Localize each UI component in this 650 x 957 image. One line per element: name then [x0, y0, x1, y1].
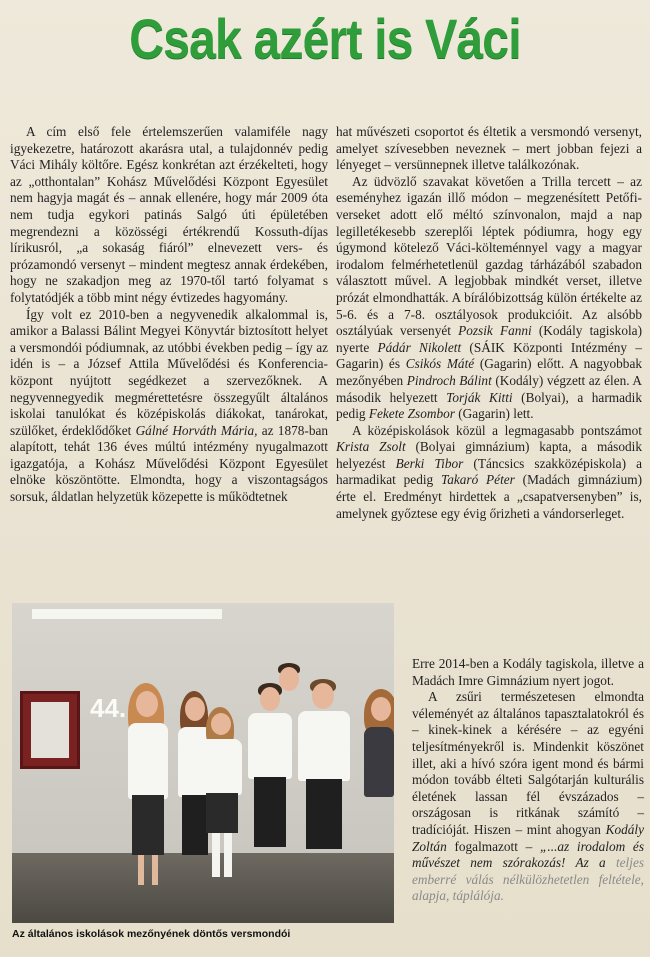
paragraph: Erre 2014-ben a Kodály tagiskola, illetve a Madách Imre Gimnázium nyert jogot.	[412, 656, 644, 688]
person-name: Torják Kitti	[446, 389, 513, 405]
paragraph-text: (Kodály tagiskola) nyerte	[336, 323, 642, 355]
paragraph-text: (Gagarin) lett.	[454, 406, 534, 422]
face	[279, 667, 299, 691]
shirt	[298, 711, 350, 781]
left-column	[10, 124, 328, 506]
paragraph-text: A középiskolások közül a legmagasabb pontszámot	[352, 422, 642, 438]
paragraph-text: (Kodály) végzett az élen. A második helyezett	[336, 372, 642, 405]
shirt	[248, 713, 292, 779]
skirt	[132, 795, 164, 855]
dress	[364, 727, 394, 797]
person-name: Takaró Péter	[441, 472, 515, 488]
face	[371, 697, 391, 721]
skirt	[206, 793, 238, 833]
ceiling-light	[32, 609, 222, 619]
paragraph-text: (SÁIK Központi Intézmény – Gagarin) és	[336, 339, 642, 372]
paragraph	[10, 307, 328, 506]
paragraph-text: Az üdvözlő szavakat követően a Trilla tercett – az eseményhez igazán illő módon – megzenésített Petőfi-verseket adott elő méltó színvonalon, majd a nap legilletékesebb szereplői léptek pódiumra, hogy egy úgymond kötelező Váci-költeménnyel vagy a magyar irodalom felmérhetetlenül gazdag tárházából szabadon választott művel. A legjobbak mindkét verset, illetve prózát elmondhatták. A bírálóbizottság külön értékelte az 5-6. és a 7-8. osztályosok produkcióit. Az alsóbb osztályúak versenyét	[336, 173, 642, 339]
paragraph-text: (Gagarin) előtt. A nagyobbak mezőnyében	[336, 356, 643, 388]
paragraph-text: fogalmazott –	[446, 838, 541, 854]
person-name: Pozsik Fanni	[458, 323, 532, 339]
person-name: Berki Tibor	[395, 455, 464, 471]
paragraph-text: A zsűri természetesen elmondta véleményét az általános tapasztalatokról és – kinek-kinek a kérésére – az egyéni teljesítményekről is. Mindenkit köszönet illet, aki a hívó szóra igent mond és bármi módon tovább élteti Salgótarján kulturális életének lassan fél évszázados – országosan is ritkának számító – tradícióját. Hiszen – mint ahogyan	[412, 689, 644, 837]
face	[211, 713, 231, 735]
article-headline: Csak azért is Váci	[129, 7, 521, 70]
quote-text: „...az irodalom és művészet nem szórakozás! Az a	[412, 838, 644, 871]
paragraph	[412, 689, 644, 905]
leg	[138, 855, 144, 885]
paragraph-text: (Bolyai gimnázium) kapta, a második helyezést	[336, 439, 642, 471]
paragraph: hat művészeti csoportot és éltetik a versmondó versenyt, amelyet szívesebben neveznek – mert jobban fejezi a lényeget – versünnepnek illetve találkozónak.	[336, 124, 642, 173]
article-photo	[12, 603, 394, 923]
paragraph-text: (Madách gimnázium) érte el. Eredményt hirdettek a „csapatversenyben” is, amelynek győztese egy évig őrizheti a vándorserleget.	[336, 472, 643, 521]
quote-text-faded: teljes emberré válás nélkülözhetetlen feltétele, alapja, táplálója.	[412, 855, 645, 904]
person-name: Pádár Nikolett	[377, 339, 462, 355]
person-name: Csikós Máté	[405, 356, 475, 372]
paragraph	[336, 423, 642, 523]
leg	[224, 833, 232, 877]
right-column	[336, 124, 642, 522]
photo-floor	[12, 853, 394, 923]
paragraph-text: (Táncsics szakközépiskola) a harmadikat pedig	[336, 455, 642, 488]
face	[312, 683, 334, 709]
face	[260, 687, 280, 711]
leg	[152, 855, 158, 885]
face	[136, 691, 158, 717]
trousers	[306, 779, 342, 849]
person-name: Pindroch Bálint	[406, 372, 492, 388]
stage-number: 44.	[90, 693, 127, 723]
portrait-frame	[20, 691, 80, 769]
shirt	[128, 723, 168, 799]
paragraph-text: (Bolyai), a harmadik pedig	[336, 389, 642, 422]
face	[185, 697, 205, 721]
photo-caption: Az általános iskolások mezőnyének döntős versmondói	[12, 928, 291, 940]
person-name: Fekete Zsombor	[368, 406, 455, 422]
leg	[212, 833, 220, 877]
paragraph: A cím első fele értelemszerűen valamiféle nagy igyekezetre, határozott akarásra utal, a tulajdonnév pedig Váci Mihály költőre. Egész konkrétan azt érzékelteti, hogy az „otthontalan” Kohász Művelődési Központ Egyesület nem hagyja magát és – annak ellenére, hogy már 2009 óta nem tudja egykori patinás Salgó úti épületében megrendezni a közösségi értékrendű Kossuth-díjas lírikusról, „a sokaság fiáról” elnevezett vers- és prózamondó versenyt – mindent megtesz annak érdekében, hogy ne szakadjon meg az 1970-től tartó folyamat s folytatódjék a több mint négy évtizedes hagyomány.	[10, 124, 328, 305]
right-narrow-column	[412, 656, 644, 905]
trousers	[254, 777, 286, 847]
person-name: Gálné Horváth Mária,	[135, 422, 258, 438]
portrait-image	[31, 702, 69, 758]
shirt	[200, 739, 242, 795]
paragraph-text: Így volt ez 2010-ben a negyvenedik alkalommal is, amikor a Balassi Bálint Megyei Könyvtár biztosított helyet a versmondói pódiumnak, az utóbbi években pedig – így az idén is – a József Attila Művelődési és Konferencia-központ nyújtott segédkezet a szervezőknek. A negyvennegyedik megmérettetésre összegyűlt általános iskolai tanulókat és középiskolás diákokat, tanárokat, szülőket, érdeklődőket	[10, 306, 328, 438]
paragraph	[336, 174, 642, 423]
skirt	[182, 795, 208, 855]
paragraph-text: az 1878-ban alapított, tehát 136 éves múltú intézmény nyugalmazott igazgatója, a Kohász Művelődési Központ Egyesület elnöke köszöntötte. Elmondta, hogy a viszontagságos sorsuk, áldatlan helyzetük közepette is működtetnek	[10, 422, 329, 505]
person-name: Kodály Zoltán	[412, 821, 644, 854]
person-name: Krista Zsolt	[336, 439, 406, 455]
